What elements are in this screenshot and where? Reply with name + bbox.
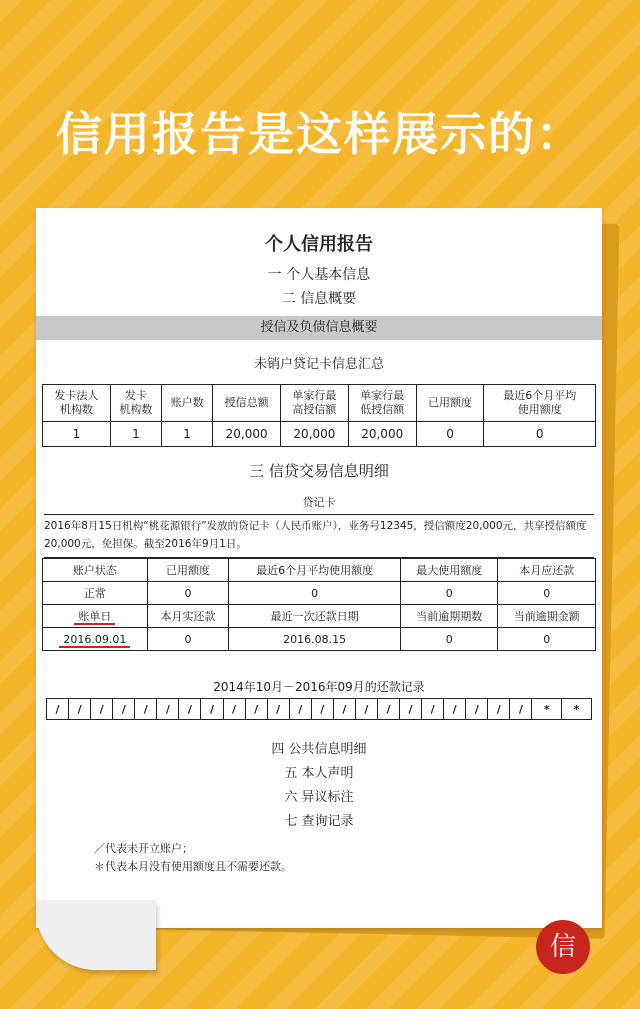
section-public-info: 四 公共信息明细 <box>271 742 367 757</box>
section-self-statement: 五 本人声明 <box>284 766 354 781</box>
table-header-cell: 账户数 <box>162 385 213 422</box>
record-cell: / <box>223 699 245 720</box>
table-cell: 20,000 <box>213 422 281 447</box>
table-header-cell: 最近6个月平均 使用额度 <box>484 385 596 422</box>
seal-logo: 信 <box>536 920 590 974</box>
section-query-record: 七 查询记录 <box>284 814 354 829</box>
table-cell: 0 <box>498 582 596 605</box>
section-credit-detail: 三 信贷交易信息明细 <box>249 462 389 480</box>
record-cell: / <box>510 699 532 720</box>
table-cell: 1 <box>43 422 111 447</box>
table-header-cell: 授信总额 <box>213 385 281 422</box>
table-header-cell: 最大使用额度 <box>400 559 498 582</box>
note-slash: ／代表未开立账户； <box>94 842 193 855</box>
section-basic-info: 一 个人基本信息 <box>267 267 371 283</box>
record-cell: / <box>157 699 179 720</box>
highlighted-value: 2016.09.01 <box>59 633 130 648</box>
table-cell: 20,000 <box>348 422 416 447</box>
account-detail-table <box>42 558 596 651</box>
card-summary-table <box>42 384 596 447</box>
table-header-cell: 最近6个月平均使用额度 <box>229 559 401 582</box>
table-header-cell: 单家行最 低授信额 <box>348 385 416 422</box>
table-header-cell: 当前逾期金额 <box>498 605 596 628</box>
record-cell: / <box>422 699 444 720</box>
headline: 信用报告是这样展示的： <box>56 107 584 161</box>
record-cell: / <box>311 699 333 720</box>
table-header-cell: 本月应还款 <box>498 559 596 582</box>
table-cell: 0 <box>229 582 401 605</box>
report-title: 个人信用报告 <box>265 234 373 255</box>
table-cell: 0 <box>147 628 228 651</box>
record-cell: / <box>333 699 355 720</box>
table-header-row <box>43 385 596 422</box>
record-cell: / <box>69 699 91 720</box>
highlighted-value: 账单日 <box>74 610 115 625</box>
record-cell: / <box>267 699 289 720</box>
credit-debt-bar: 授信及负债信息概要 <box>36 316 602 340</box>
table-cell: 0 <box>147 582 228 605</box>
loan-label: 贷记卡 <box>302 496 336 509</box>
table-cell: 2016.08.15 <box>229 628 401 651</box>
table-cell: 1 <box>162 422 213 447</box>
table-header-cell: 单家行最 高授信额 <box>281 385 349 422</box>
record-cell: / <box>113 699 135 720</box>
table-row <box>43 628 596 651</box>
table-header-cell: 当前逾期期数 <box>400 605 498 628</box>
record-cell: / <box>377 699 399 720</box>
table-cell: 20,000 <box>281 422 349 447</box>
table-header-cell: 发卡法人 机构数 <box>43 385 111 422</box>
record-cell: / <box>289 699 311 720</box>
table-header-row <box>43 605 596 628</box>
table-cell: 1 <box>110 422 161 447</box>
record-cell: / <box>245 699 267 720</box>
repayment-record-table <box>46 698 592 720</box>
table-row <box>43 422 596 447</box>
table-row <box>47 699 592 720</box>
record-cell: / <box>488 699 510 720</box>
section-summary: 二 信息概要 <box>281 291 357 307</box>
table-cell: 0 <box>484 422 596 447</box>
table-header-cell: 本月实还款 <box>147 605 228 628</box>
paper-curl <box>36 900 156 970</box>
record-cell: / <box>466 699 488 720</box>
credit-report-paper <box>36 208 602 928</box>
table-header-cell: 已用额度 <box>416 385 484 422</box>
table-cell: 0 <box>416 422 484 447</box>
table-row <box>43 582 596 605</box>
table-cell: 0 <box>498 628 596 651</box>
table-header-cell: 发卡 机构数 <box>110 385 161 422</box>
note-star: ＊代表本月没有使用额度且不需要还款。 <box>94 860 292 873</box>
record-cell: / <box>355 699 377 720</box>
record-cell: * <box>532 699 562 720</box>
record-cell: / <box>179 699 201 720</box>
table-cell: 正常 <box>43 582 148 605</box>
table-cell: 0 <box>400 582 498 605</box>
table-header-cell: 已用额度 <box>147 559 228 582</box>
record-cell: / <box>400 699 422 720</box>
table-cell: 0 <box>400 628 498 651</box>
table-header-cell <box>43 605 148 628</box>
record-cell: / <box>47 699 69 720</box>
repayment-record-title: 2014年10月－2016年09月的还款记录 <box>213 680 425 694</box>
table-cell <box>43 628 148 651</box>
table-header-cell: 账户状态 <box>43 559 148 582</box>
card-summary-title: 未销户贷记卡信息汇总 <box>253 357 384 372</box>
record-cell: / <box>91 699 113 720</box>
loan-text: 2016年8月15日机构“桃花源银行”发放的贷记卡（人民币账户），业务号12345，授信额度20,000元，共享授信额度20,000元，免担保。截至2016年9月1日。 <box>44 514 594 558</box>
record-cell: * <box>562 699 592 720</box>
table-header-row <box>43 559 596 582</box>
section-dispute: 六 异议标注 <box>284 790 354 805</box>
record-cell: / <box>135 699 157 720</box>
table-header-cell: 最近一次还款日期 <box>229 605 401 628</box>
record-cell: / <box>201 699 223 720</box>
record-cell: / <box>444 699 466 720</box>
